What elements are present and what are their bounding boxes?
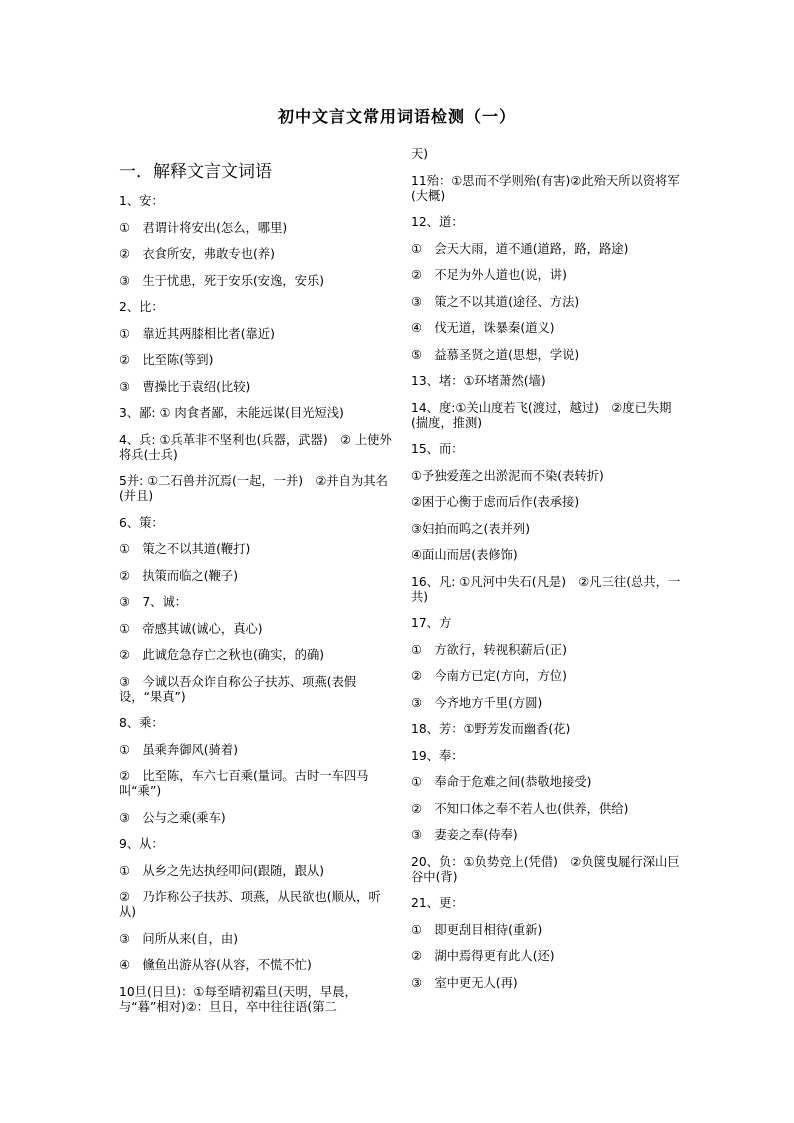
entry-line: 13、堵：①环堵萧然(墙)	[411, 374, 546, 388]
entry-line: 6、策：	[119, 515, 164, 530]
entry-line: ④ 伐无道，诛暴秦(道义)	[411, 321, 555, 335]
entry-line: 15、而：	[411, 442, 464, 456]
entry-line: ② 今南方已定(方向，方位)	[411, 669, 567, 683]
entry-line: ① 靠近其两膝相比者(靠近)	[119, 326, 275, 341]
entry-line: ③ 今诚以吾众诈自称公子扶苏、项燕(表假设，“果真”)	[119, 674, 357, 704]
entry-line: 9、从：	[119, 837, 164, 851]
entry-line: ② 湖中焉得更有此人(还)	[411, 949, 555, 963]
entry-line: 11殆：①思而不学则殆(有害)②此殆天所以资将军(大概)	[411, 173, 680, 203]
entry-line: 21、更：	[411, 896, 464, 910]
entry-line: 5并: ①二石兽并沉焉(一起，一并) ②并自为其名(并且)	[119, 474, 388, 503]
entry-line: 20、负：①负势竞上(凭借) ②负箧曳屣行深山巨谷中(背)	[411, 854, 680, 884]
entry-line: ① 策之不以其道(鞭打)	[119, 542, 251, 556]
entry-line: ① 从乡之先达执经叩问(跟随，跟从)	[119, 863, 325, 878]
entry-line: ③ 曹操比于袁绍(比较)	[119, 379, 251, 394]
entry-line: 天)	[411, 147, 429, 161]
entry-line: 2、比：	[119, 300, 164, 314]
entry-line: ③ 妻妾之奉(侍奉)	[411, 828, 518, 842]
entry-line: ③妇拍而呜之(表并列)	[411, 521, 530, 536]
entry-line: 10旦(日旦)：①每至晴初霜旦(天明，早晨，与“暮”相对)②：旦日，卒中往往语(第二	[119, 984, 357, 1014]
entry-line: ③ 室中更无人(再)	[411, 975, 518, 990]
entry-line: ①予独爱莲之出淤泥而不染(表转折)	[411, 468, 604, 483]
entry-line: 3、鄙: ① 肉食者鄙，未能远谋(目光短浅)	[119, 406, 344, 420]
entry-line: ① 君谓计将安出(怎么，哪里)	[119, 220, 288, 235]
entry-line: ② 执策而临之(鞭子)	[119, 568, 238, 583]
entry-line: 16、凡: ①凡河中失石(凡是) ②凡三往(总共，一共)	[411, 574, 681, 604]
entry-line: ③ 公与之乘(乘车)	[119, 810, 226, 825]
entry-line: ② 衣食所安，弗敢专也(养)	[119, 247, 275, 261]
entry-line: 1、安：	[119, 194, 164, 208]
entry-line: ③ 今齐地方千里(方圆)	[411, 695, 543, 710]
page-title: 初中文言文常用词语检测（一）	[277, 107, 516, 126]
entry-line: ③ 问所从来(自，由)	[119, 931, 238, 946]
entry-line: ② 不足为外人道也(说，讲)	[411, 268, 567, 282]
section-heading: 一．解释文言文词语	[119, 162, 272, 182]
entry-line: ① 即更刮目相待(重新)	[411, 922, 543, 937]
entry-line: ② 比至陈，车六七百乘(量词。古时一车四马叫“乘”)	[119, 769, 369, 798]
entry-line: ④ 儵鱼出游从容(从容，不慌不忙)	[119, 958, 312, 972]
right-column	[411, 147, 686, 1002]
entry-line: ②困于心衡于虑而后作(表承接)	[411, 495, 580, 509]
entry-line: 4、兵: ①兵革非不坚利也(兵器，武器) ② 上使外将兵(士兵)	[119, 432, 392, 462]
entry-line: ① 会天大雨，道不通(道路，路，路途)	[411, 241, 629, 256]
entry-line: 8、乘：	[119, 716, 164, 730]
left-column	[119, 160, 394, 1026]
entry-line: 17、方	[411, 616, 452, 630]
entry-line: ④面山而居(表修饰)	[411, 548, 518, 562]
entry-line: ② 不知口体之奉不若人也(供养，供给)	[411, 801, 629, 816]
entry-line: 12、道：	[411, 215, 464, 229]
entry-line: 18、芳：①野芳发而幽香(花)	[411, 722, 571, 736]
entry-line: 14、度:①关山度若飞(渡过，越过) ②度已失期(揣度，推测)	[411, 400, 672, 430]
entry-line: ⑤ 益慕圣贤之道(思想，学说)	[411, 347, 580, 362]
entry-line: ① 帝感其诚(诚心，真心)	[119, 621, 263, 636]
entry-line: 19、奉：	[411, 748, 464, 763]
entry-line: ③ 策之不以其道(途径、方法)	[411, 294, 580, 309]
entry-line: ① 虽乘奔御风(骑着)	[119, 742, 238, 757]
entry-line: ③ 7、诚：	[119, 595, 188, 609]
entry-line: ③ 生于忧患，死于安乐(安逸，安乐)	[119, 273, 325, 288]
entry-line: ② 比至陈(等到)	[119, 353, 214, 367]
entry-line: ② 此诚危急存亡之秋也(确实，的确)	[119, 648, 325, 662]
entry-line: ① 方欲行，转视积薪后(正)	[411, 642, 567, 657]
entry-line: ① 奉命于危难之间(恭敬地接受)	[411, 775, 592, 789]
entry-line: ② 乃诈称公子扶苏、项燕，从民欲也(顺从，听从)	[119, 890, 381, 919]
